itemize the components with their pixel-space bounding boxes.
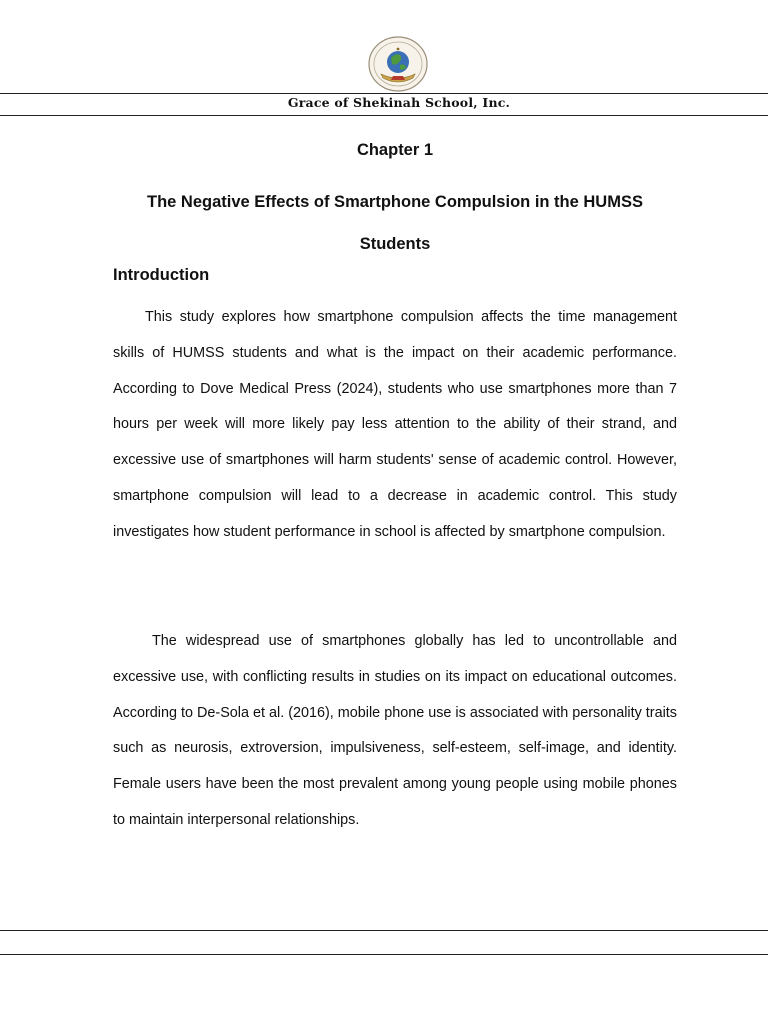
school-name: Grace of Shekinah School, Inc. — [287, 95, 511, 110]
chapter-label: Chapter 1 — [356, 141, 434, 159]
body-paragraph: This study explores how smartphone compulsion affects the time management skills of HUMSS students and what is the impact on their academic performance. According to Dove Medical Press (2024), students who use smartphones more than 7 hours per week will more likely pay less attention to the ability of their strand, and excessive use of smartphones will harm students' sense of academic control. However, smartphone compulsion will lead to a decrease in academic control. This study investigates how student performance in school is affected by smartphone compulsion. — [113, 309, 677, 540]
section-heading: Introduction — [113, 266, 210, 284]
body-paragraph: The widespread use of smartphones globally has led to uncontrollable and excessive use, with conflicting results in studies on its impact on educational outcomes. According to De-Sola et al. (2016), mobile phone use is associated with personality traits such as neurosis, extroversion, impulsiveness, self-esteem, self-image, and identity. Female users have been the most prevalent among young people using mobile phones to maintain interpersonal relationships. — [113, 633, 677, 828]
school-seal-icon — [367, 36, 429, 92]
header-top-rule — [0, 93, 768, 94]
footer-top-rule — [0, 930, 768, 931]
footer-bottom-rule — [0, 954, 768, 955]
document-title: The Negative Effects of Smartphone Compulsion in the HUMSS Students — [147, 193, 643, 253]
header-bottom-rule — [0, 115, 768, 116]
